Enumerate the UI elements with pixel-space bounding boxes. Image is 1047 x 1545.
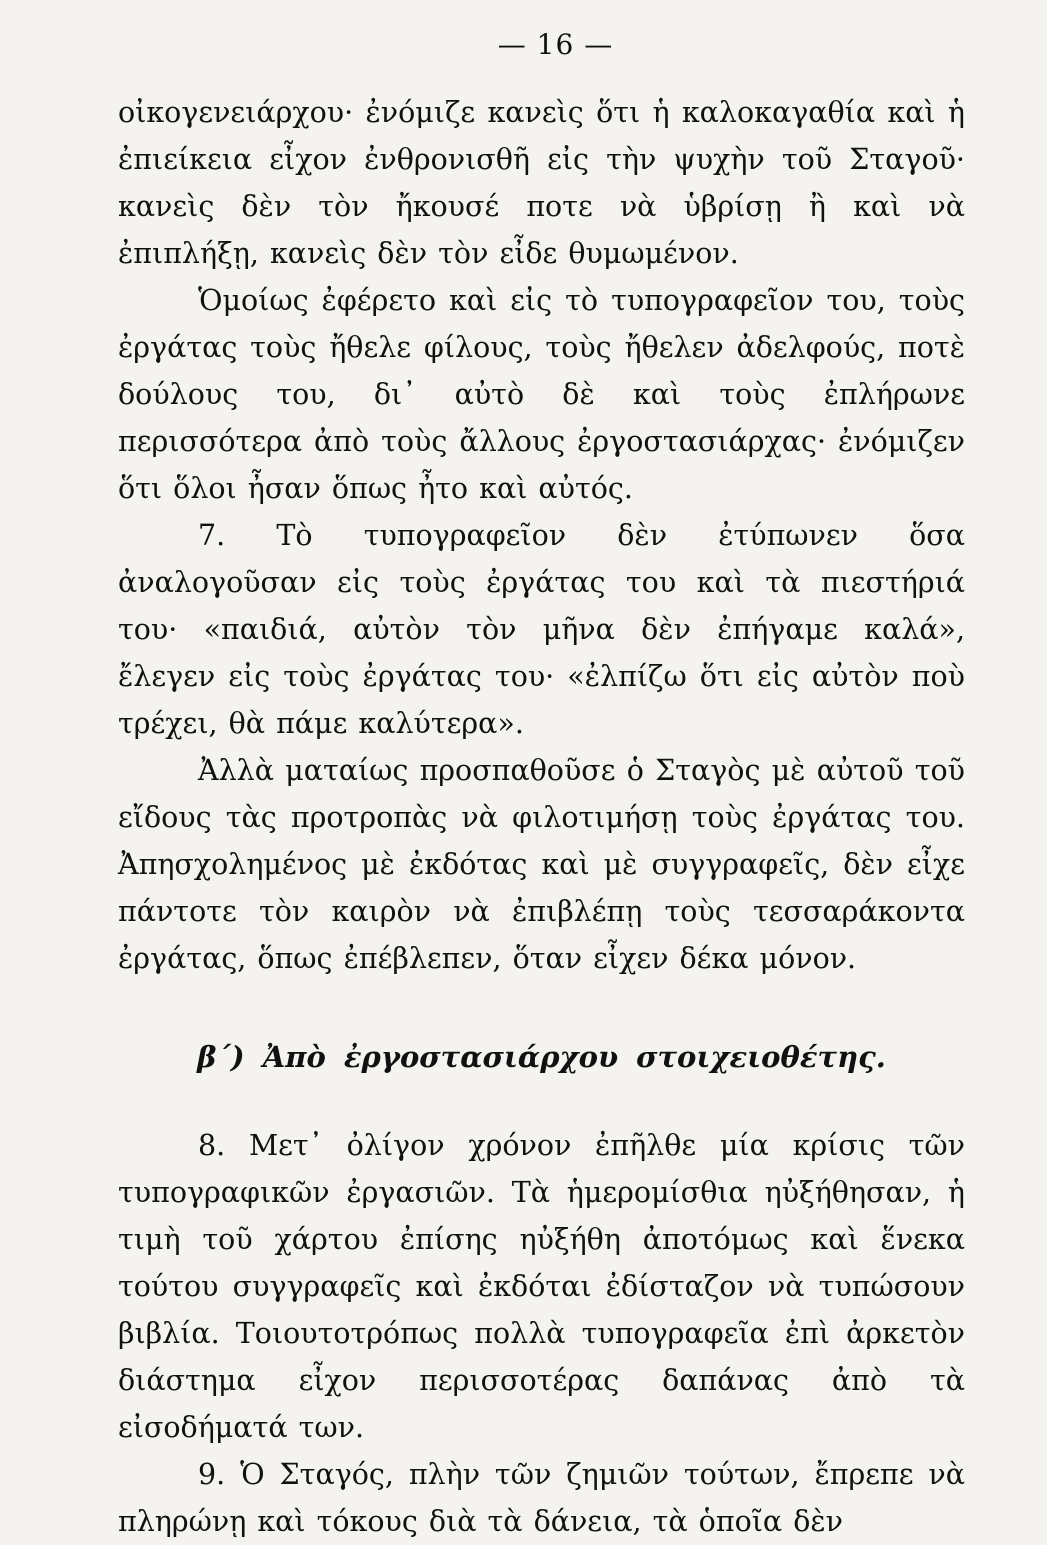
paragraph: Ἀλλὰ ματαίως προσπαθοῦσε ὁ Σταγὸς μὲ αὐτοῦ τοῦ εἴδους τὰς προτροπὰς νὰ φιλοτιμήσῃ τοὺς ἐργάτας του. Ἀπησχολημένος μὲ ἐκδότας καὶ μὲ συγγραφεῖς, δὲν εἶχε πάντοτε τὸν καιρὸν νὰ ἐπιβλέπῃ τοὺς τεσσαράκοντα ἐργάτας, ὅπως ἐπέβλεπεν, ὅταν εἶχεν δέκα μόνον. [118,754,965,975]
text-block-after [118,1122,965,1545]
text-block-before [118,89,965,982]
paragraph: Ὁμοίως ἐφέρετο καὶ εἰς τὸ τυπογραφεῖον του, τοὺς ἐργάτας τοὺς ἤθελε φίλους, τοὺς ἤθελεν ἀδελφούς, ποτὲ δούλους του, δι᾿ αὐτὸ δὲ καὶ τοὺς ἐπλήρωνε περισσότερα ἀπὸ τοὺς ἄλλους ἐργοστασιάρχας· ἐνόμιζεν ὅτι ὅλοι ἦσαν ὅπως ἦτο καὶ αὐτός. [118,284,965,505]
paragraph: οἰκογενειάρχου· ἐνόμιζε κανεὶς ὅτι ἡ καλοκαγαθία καὶ ἡ ἐπιείκεια εἶχον ἐνθρονισθῆ εἰς τὴν ψυχὴν τοῦ Σταγοῦ· κανεὶς δὲν τὸν ἤκουσέ ποτε νὰ ὑβρίσῃ ἢ καὶ νὰ ἐπιπλήξῃ, κανεὶς δὲν τὸν εἶδε θυμωμένον. [118,96,965,270]
paragraph: 7. Τὸ τυπογραφεῖον δὲν ἐτύπωνεν ὅσα ἀναλογοῦσαν εἰς τοὺς ἐργάτας του καὶ τὰ πιεστήριά του· «παιδιά, αὐτὸν τὸν μῆνα δὲν ἐπήγαμε καλά», ἔλεγεν εἰς τοὺς ἐργάτας του· «ἐλπίζω ὅτι εἰς αὐτὸν ποὺ τρέχει, θὰ πάμε καλύτερα». [118,519,965,740]
paragraph: 8. Μετ᾿ ὀλίγον χρόνον ἐπῆλθε μία κρίσις τῶν τυπογραφικῶν ἐργασιῶν. Τὰ ἡμερομίσθια ηὐξήθησαν, ἡ τιμὴ τοῦ χάρτου ἐπίσης ηὐξήθη ἀποτόμως καὶ ἕνεκα τούτου συγγραφεῖς καὶ ἐκδόται ἐδίσταζον νὰ τυπώσουν βιβλία. Τοιουτοτρόπως πολλὰ τυπογραφεῖα ἐπὶ ἀρκετὸν διάστημα εἶχον περισσοτέρας δαπάνας ἀπὸ τὰ εἰσοδήματά των. [118,1129,965,1444]
paragraph: 9. Ὁ Σταγός, πλὴν τῶν ζημιῶν τούτων, ἔπρεπε νὰ πληρώνῃ καὶ τόκους διὰ τὰ δάνεια, τὰ ὁποῖα δὲν [118,1458,965,1538]
section-heading: β΄) Ἀπὸ ἐργοστασιάρχου στοιχειοθέτης. [197,1040,886,1074]
page-number: — 16 — [497,28,614,61]
